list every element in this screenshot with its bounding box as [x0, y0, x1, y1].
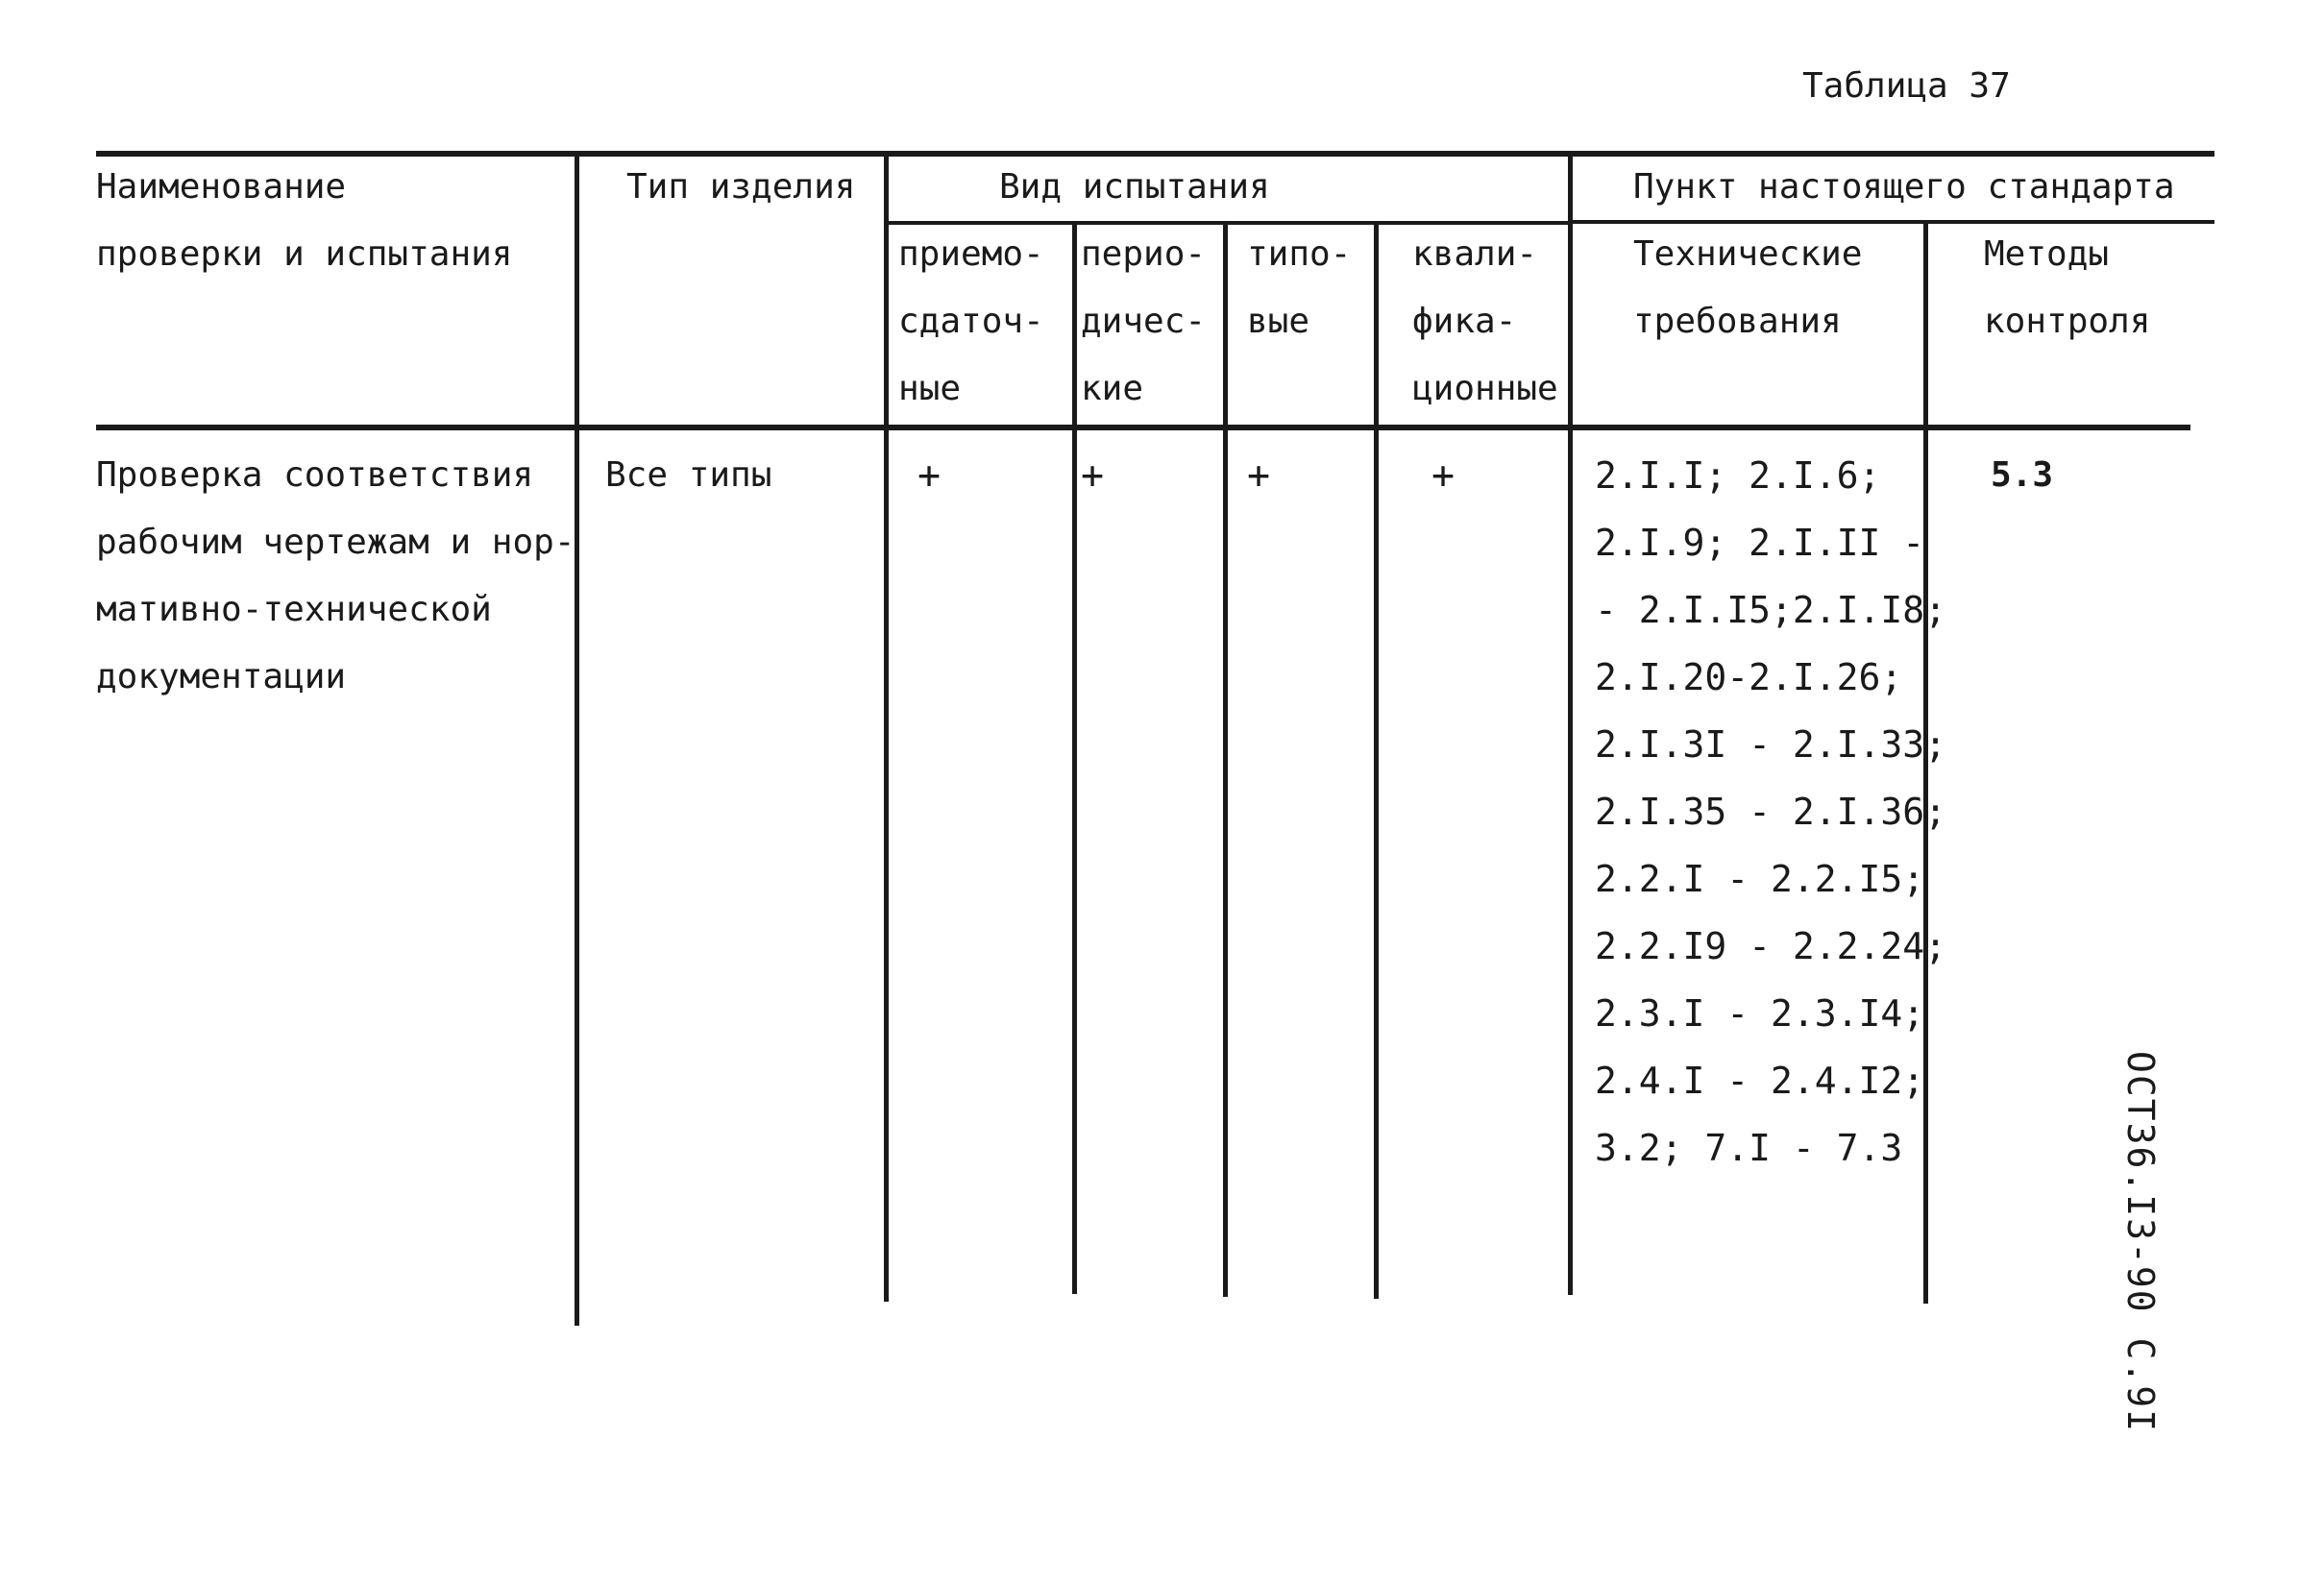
- header-test-periodic-1: перио-: [1081, 234, 1207, 274]
- header-clause-methods-2: контроля: [1984, 302, 2151, 341]
- header-test-type-2: вые: [1247, 302, 1310, 341]
- requirement-line-8: 2.2.I9 - 2.2.24;: [1595, 925, 1947, 967]
- divider-test2-test3: [1223, 223, 1228, 1297]
- divider-tests-clauses: [1568, 154, 1573, 1295]
- divider-type-tests: [884, 154, 889, 1302]
- divider-test1-test2: [1072, 223, 1077, 1294]
- requirement-line-11: 3.2; 7.I - 7.3: [1595, 1127, 1903, 1169]
- mark-qualification: +: [1431, 453, 1456, 498]
- header-test-acceptance-2: сдаточ-: [898, 302, 1044, 341]
- divider-name-type: [575, 154, 579, 1326]
- header-test-type-1: типо-: [1247, 234, 1352, 274]
- header-test-acceptance-1: приемо-: [898, 234, 1044, 274]
- requirement-line-6: 2.I.35 - 2.I.36;: [1595, 791, 1947, 833]
- document-code: ОСТ36.I3-90 С.9I: [2119, 1051, 2162, 1434]
- table-label: Таблица 37: [1802, 66, 2011, 106]
- requirement-line-5: 2.I.3I - 2.I.33;: [1595, 723, 1947, 766]
- header-test-qualification-2: фика-: [1412, 302, 1517, 341]
- header-test-acceptance-3: ные: [898, 369, 962, 408]
- row-name-line-3: мативно-технической: [96, 590, 492, 629]
- row-name-line-1: Проверка соответствия: [96, 455, 534, 495]
- header-test-group: Вид испытания: [999, 167, 1270, 207]
- requirement-line-1: 2.I.I; 2.I.6;: [1595, 454, 1881, 497]
- header-clause-requirements-1: Технические: [1633, 234, 1863, 274]
- mark-type: +: [1247, 453, 1271, 498]
- header-name-line-1: Наименование: [96, 167, 347, 207]
- header-test-qualification-3: ционные: [1412, 369, 1558, 408]
- header-clause-methods-1: Методы: [1984, 234, 2110, 274]
- mark-periodic: +: [1081, 453, 1105, 498]
- header-clause-requirements-2: требования: [1633, 302, 1842, 341]
- divider-test3-test4: [1374, 223, 1379, 1299]
- requirement-line-3: - 2.I.I5;2.I.I8;: [1595, 589, 1947, 631]
- row-methods: 5.3: [1991, 455, 2054, 495]
- row-type: Все типы: [605, 455, 772, 495]
- requirement-line-4: 2.I.20-2.I.26;: [1595, 656, 1903, 698]
- header-test-periodic-2: дичес-: [1081, 302, 1207, 341]
- header-bottom-border: [96, 425, 2190, 430]
- header-type: Тип изделия: [626, 167, 856, 207]
- header-test-periodic-3: кие: [1081, 369, 1144, 408]
- row-name-line-2: рабочим чертежам и нор-: [96, 523, 575, 562]
- requirement-line-9: 2.3.I - 2.3.I4;: [1595, 992, 1925, 1035]
- requirement-line-2: 2.I.9; 2.I.II -: [1595, 522, 1925, 564]
- row-name-line-4: документации: [96, 657, 347, 696]
- requirement-line-10: 2.4.I - 2.4.I2;: [1595, 1060, 1925, 1102]
- header-test-qualification-1: квали-: [1412, 234, 1538, 274]
- header-name-line-2: проверки и испытания: [96, 234, 513, 274]
- requirement-line-7: 2.2.I - 2.2.I5;: [1595, 858, 1925, 900]
- header-clause-group: Пункт настоящего стандарта: [1633, 167, 2175, 207]
- mark-acceptance: +: [917, 453, 942, 498]
